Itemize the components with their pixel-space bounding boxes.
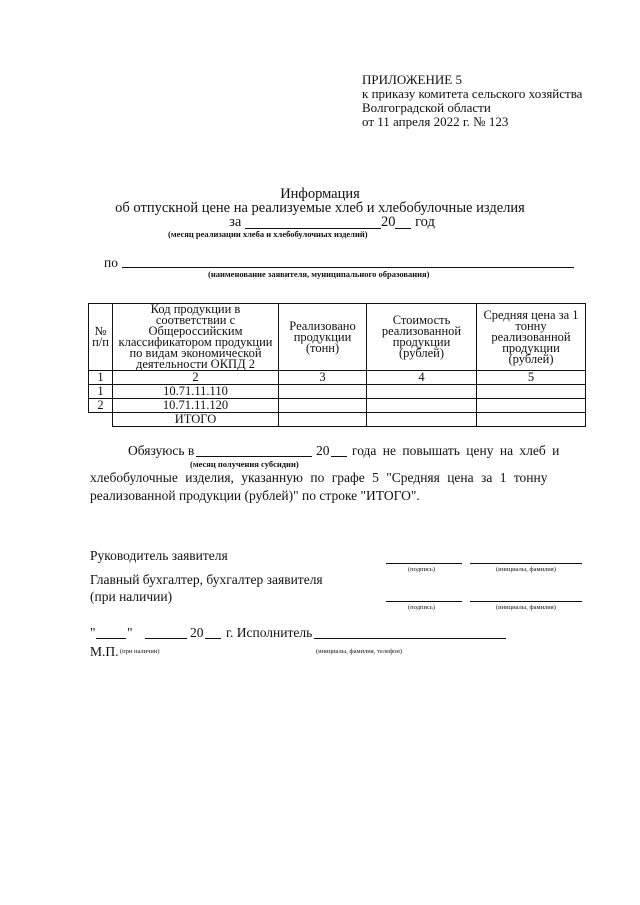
year-blank: [395, 215, 411, 229]
title-heading: Информация: [280, 186, 360, 202]
month-note: (месяц реализации хлеба и хлебобулочных изделий): [168, 229, 368, 239]
column-number: 4: [367, 371, 477, 385]
title-period: [0, 215, 640, 229]
executor-line: [314, 638, 506, 639]
appendix-block: [362, 73, 582, 129]
applicant-note: (наименование заявителя, муниципального образования): [208, 269, 430, 279]
total-sold-cell: [279, 413, 367, 427]
mp-note: (при наличии): [120, 648, 160, 655]
column-number: 5: [477, 371, 586, 385]
accountant-initials-note: (инициалы, фамилия): [496, 604, 556, 611]
title-subject: об отпускной цене на реализуемые хлеб и хлебобулочные изделия: [115, 200, 525, 216]
pledge-rest: года не повышать цену на хлеб и: [352, 443, 560, 458]
column-number: 3: [279, 371, 367, 385]
pledge-month-blank: [196, 456, 312, 457]
pledge-start: Обязуюсь в: [128, 443, 195, 458]
column-number: 2: [113, 371, 279, 385]
table-row: [89, 399, 586, 413]
row-sold-cell: [279, 399, 367, 413]
header-sold: Реализовано продукции (тонн): [279, 304, 367, 371]
row-code: 10.71.11.120: [113, 399, 279, 413]
head-initials-note: (инициалы, фамилия): [496, 566, 556, 573]
appendix-title: ПРИЛОЖЕНИЕ 5: [362, 72, 462, 87]
executor-note: (инициалы, фамилия, телефон): [316, 648, 403, 655]
row-sold-cell: [279, 385, 367, 399]
document-title: [0, 187, 640, 229]
appendix-date: от 11 апреля 2022 г. № 123: [362, 114, 509, 129]
footer-month-blank: [145, 638, 187, 639]
pledge-line3: реализованной продукции (рублей)" по строке "ИТОГО".: [90, 488, 420, 503]
total-empty-cell: [89, 413, 113, 427]
total-row: [89, 413, 586, 427]
head-label: Руководитель заявителя: [90, 548, 228, 563]
date-quote-open: ": [90, 625, 96, 640]
row-cost-cell: [367, 399, 477, 413]
footer-year-prefix: 20: [190, 625, 204, 640]
row-avg-cell: [477, 399, 586, 413]
appendix-order-line: к приказу комитета сельского хозяйства: [362, 86, 583, 101]
row-avg-cell: [477, 385, 586, 399]
header-code: Код продукции в соответствии с Общероссийским классификатором продукции по видам экономической деятельности ОКПД 2: [113, 304, 279, 371]
pledge-year-blank: [331, 456, 347, 457]
column-number: 1: [89, 371, 113, 385]
header-avg-price: Средняя цена за 1 тонну реализованной продукции (рублей): [477, 304, 586, 371]
pledge-line2: хлебобулочные изделия, указанную по графе 5 "Средняя цена за 1 тонну: [90, 470, 548, 485]
column-numbers-row: [89, 371, 586, 385]
row-number: 2: [89, 399, 113, 413]
po-label: по: [104, 255, 118, 270]
applicant-blank: [122, 267, 574, 268]
appendix-region: Волгоградской области: [362, 100, 491, 115]
mp-label: М.П.: [90, 644, 119, 659]
title-year-suffix: год: [415, 214, 435, 230]
table-row: [89, 385, 586, 399]
month-blank: [245, 215, 381, 229]
head-sign-note: (подпись): [408, 566, 435, 573]
day-blank: [96, 638, 126, 639]
footer-year-blank: [205, 638, 221, 639]
total-avg-cell: [477, 413, 586, 427]
footer-executor-label: г. Исполнитель: [226, 625, 313, 640]
accountant-signature-line: [386, 601, 462, 602]
row-cost-cell: [367, 385, 477, 399]
row-number: 1: [89, 385, 113, 399]
header-cost: Стоимость реализованной продукции (рублей): [367, 304, 477, 371]
accountant-sign-note: (подпись): [408, 604, 435, 611]
pledge-year-prefix: 20: [316, 443, 330, 458]
price-table: [88, 303, 586, 427]
head-signature-line: [386, 563, 462, 564]
title-za: за: [229, 214, 242, 230]
accountant-initials-line: [470, 601, 582, 602]
accountant-label: Главный бухгалтер, бухгалтер заявителя: [90, 572, 323, 587]
total-label: ИТОГО: [113, 413, 279, 427]
total-cost-cell: [367, 413, 477, 427]
header-number: № п/п: [89, 304, 113, 371]
date-quote-close: ": [127, 625, 133, 640]
pledge-month-note: (месяц получения субсидии): [190, 459, 299, 469]
title-year-prefix: 20: [380, 214, 396, 230]
head-initials-line: [470, 563, 582, 564]
accountant-optional: (при наличии): [90, 589, 173, 604]
row-code: 10.71.11.110: [113, 385, 279, 399]
